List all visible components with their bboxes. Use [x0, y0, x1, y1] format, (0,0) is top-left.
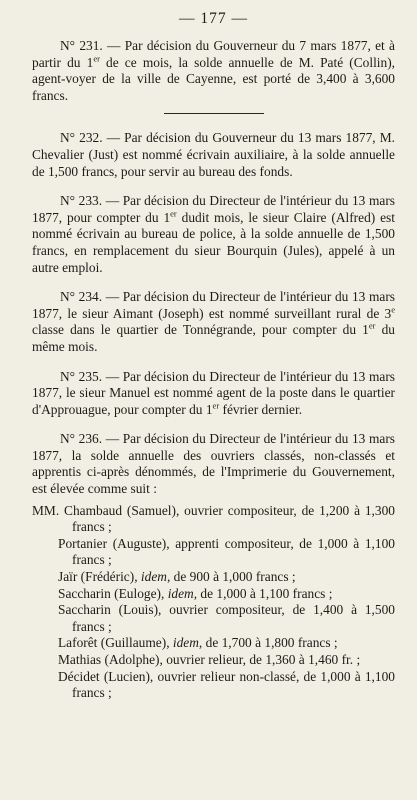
- separator-rule: [164, 113, 264, 114]
- entry-text: N° 235. — Par décision du Directeur de l'intérieur du 13 mars 1877, le sieur Manuel est nommé agent de la poste dans le quartier d'Approuague, pour compter du 1er février dernier.: [32, 368, 395, 417]
- entry-text: N° 232. — Par décision du Gouverneur du 13 mars 1877, M. Chevalier (Just) est nommé écrivain auxiliaire, à la solde annuelle de 1,500 francs, pour servir au bureau des fonds.: [32, 130, 395, 179]
- list-item: Décidet (Lucien), ouvrier relieur non-classé, de 1,000 à 1,100 francs ;: [58, 668, 395, 701]
- list-item: Saccharin (Euloge), idem, de 1,000 à 1,100 francs ;: [58, 585, 333, 601]
- list-item: MM. Chambaud (Samuel), ouvrier compositeur, de 1,200 à 1,300 francs ;: [32, 502, 395, 535]
- entry-text: N° 234. — Par décision du Directeur de l'intérieur du 13 mars 1877, le sieur Aimant (Joseph) est nommé surveillant rural de 3e classe dans le quartier de Tonnégrande, pour compter du 1er du même mois.: [32, 289, 395, 354]
- entry-234: [32, 289, 395, 355]
- entry-235: [32, 369, 395, 419]
- page-number: — 177 —: [179, 10, 248, 27]
- list-item: Mathias (Adolphe), ouvrier relieur, de 1,360 à 1,460 fr. ;: [58, 652, 361, 667]
- list-item: Laforêt (Guillaume), idem, de 1,700 à 1,800 francs ;: [58, 635, 338, 651]
- entry-text: N° 231. — Par décision du Gouverneur du 7 mars 1877, et à partir du 1er de ce mois, la solde annuelle de M. Paté (Collin), agent-voyer de la ville de Cayenne, est porté de 3,400 à 3,600 francs.: [32, 38, 396, 103]
- entry-231: [32, 38, 395, 104]
- worker-list: [32, 503, 395, 702]
- entry-236: [32, 431, 395, 497]
- entry-233: [32, 193, 395, 276]
- entry-text: N° 236. — Par décision du Directeur de l'intérieur du 13 mars 1877, la solde annuelle des ouvriers classés, non-classés et apprentis ci-après dénommés, de l'Imprimerie du Gouvernement, est élevée comme suit :: [32, 431, 395, 497]
- entry-text: N° 233. — Par décision du Directeur de l'intérieur du 13 mars 1877, pour compter du 1er dudit mois, le sieur Claire (Alfred) est nommé écrivain au bureau de police, à la solde annuelle de 1,500 francs, en remplacement du sieur Bourquin (Jules), appelé à un autre emploi.: [32, 193, 395, 275]
- list-item: Portanier (Auguste), apprenti compositeur, de 1,000 à 1,100 francs ;: [58, 535, 395, 568]
- entry-232: [32, 130, 395, 180]
- list-item: Saccharin (Louis), ouvrier compositeur, de 1,400 à 1,500 francs ;: [58, 602, 395, 634]
- list-item: Jaïr (Frédéric), idem, de 900 à 1,000 francs ;: [58, 569, 296, 585]
